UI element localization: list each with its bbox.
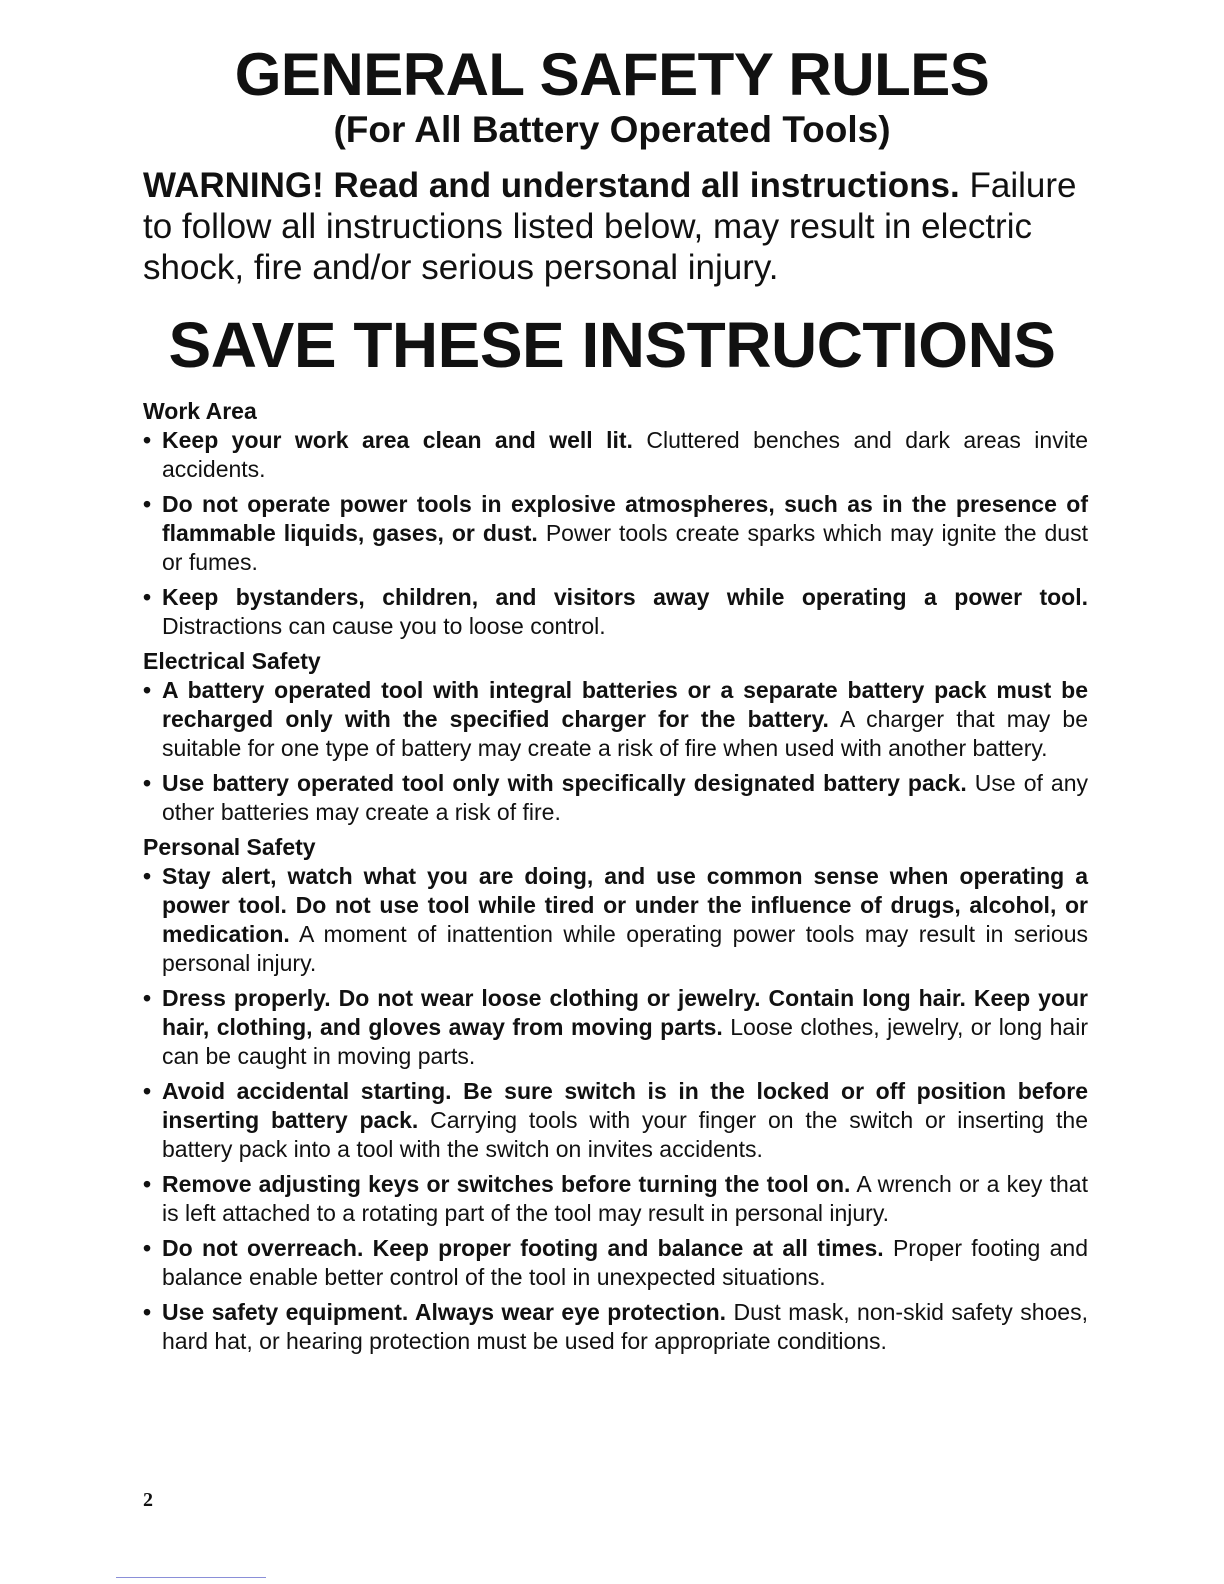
rule-lead: Stay alert, watch what you are doing, and use common sense when operating a power tool. Do not use tool while tired or under the influence of drugs, alcohol, or medication.	[162, 863, 1088, 947]
rule-text: A charger that may be suitable for one type of battery may create a risk of fire when used with another battery.	[162, 706, 1088, 761]
rule-item	[143, 769, 1088, 827]
section-electrical-safety	[143, 647, 1088, 827]
bullet-icon: •	[143, 985, 152, 1011]
rule-lead: Dress properly. Do not wear loose clothing or jewelry. Contain long hair. Keep your hair, clothing, and gloves away from moving parts.	[162, 985, 1088, 1040]
warning-text: Failure to follow all instructions listed below, may result in electric shock, fire and/or serious personal injury.	[143, 166, 1077, 287]
section-heading: Personal Safety	[143, 834, 316, 860]
rule-item	[143, 984, 1088, 1071]
rule-text: Loose clothes, jewelry, or long hair can be caught in moving parts.	[162, 1014, 1088, 1069]
rule-item	[143, 583, 1088, 641]
rule-item	[143, 490, 1088, 577]
rule-item	[143, 426, 1088, 484]
rule-item	[143, 1234, 1088, 1292]
rule-text: Proper footing and balance enable better control of the tool in unexpected situations.	[162, 1235, 1088, 1290]
rule-item	[143, 862, 1088, 978]
rule-text: Power tools create sparks which may ignite the dust or fumes.	[162, 520, 1088, 575]
rule-text: Dust mask, non-skid safety shoes, hard hat, or hearing protection must be used for appropriate conditions.	[162, 1299, 1088, 1354]
scan-artifact-line	[116, 1577, 266, 1578]
bullet-icon: •	[143, 1078, 152, 1104]
rule-lead: Use battery operated tool only with specifically designated battery pack.	[162, 770, 967, 796]
rule-text: Distractions can cause you to loose control.	[162, 613, 606, 639]
rule-text: Carrying tools with your finger on the switch or inserting the battery pack into a tool with the switch on invites accidents.	[162, 1107, 1088, 1162]
rule-text: Cluttered benches and dark areas invite accidents.	[162, 427, 1088, 482]
rule-lead: Remove adjusting keys or switches before turning the tool on.	[162, 1171, 851, 1197]
warning-lead: WARNING! Read and understand all instructions.	[143, 166, 960, 205]
page-number: 2	[143, 1489, 153, 1511]
bullet-icon: •	[143, 491, 152, 517]
bullet-icon: •	[143, 1299, 152, 1325]
rule-lead: Keep bystanders, children, and visitors away while operating a power tool.	[162, 584, 1088, 610]
rule-lead: Do not operate power tools in explosive atmospheres, such as in the presence of flammable liquids, gases, or dust.	[162, 491, 1088, 546]
section-heading: Electrical Safety	[143, 648, 321, 674]
rule-text: Use of any other batteries may create a risk of fire.	[162, 770, 1088, 825]
rules-content	[143, 397, 1088, 1362]
rule-item	[143, 1298, 1088, 1356]
rule-item	[143, 1170, 1088, 1228]
section-personal-safety	[143, 833, 1088, 1356]
section-work-area	[143, 397, 1088, 641]
bullet-icon: •	[143, 584, 152, 610]
bullet-icon: •	[143, 677, 152, 703]
section-heading: Work Area	[143, 398, 257, 424]
rule-lead: A battery operated tool with integral batteries or a separate battery pack must be recharged only with the specified charger for the battery.	[162, 677, 1088, 732]
rule-text: A wrench or a key that is left attached to a rotating part of the tool may result in personal injury.	[162, 1171, 1088, 1226]
rule-text: A moment of inattention while operating power tools may result in serious personal injury.	[162, 921, 1088, 976]
bullet-icon: •	[143, 1235, 152, 1261]
rule-lead: Keep your work area clean and well lit.	[162, 427, 633, 453]
rule-item	[143, 676, 1088, 763]
save-instructions-heading: SAVE THESE INSTRUCTIONS	[168, 309, 1056, 381]
page-subtitle: (For All Battery Operated Tools)	[333, 109, 891, 150]
bullet-icon: •	[143, 1171, 152, 1197]
warning-paragraph	[143, 165, 1093, 288]
rule-lead: Avoid accidental starting. Be sure switch is in the locked or off position before inserting battery pack.	[162, 1078, 1088, 1133]
rule-lead: Use safety equipment. Always wear eye protection.	[162, 1299, 727, 1325]
rule-item	[143, 1077, 1088, 1164]
bullet-icon: •	[143, 770, 152, 796]
bullet-icon: •	[143, 863, 152, 889]
page-title: GENERAL SAFETY RULES	[234, 41, 990, 108]
bullet-icon: •	[143, 427, 152, 453]
rule-lead: Do not overreach. Keep proper footing and balance at all times.	[162, 1235, 884, 1261]
